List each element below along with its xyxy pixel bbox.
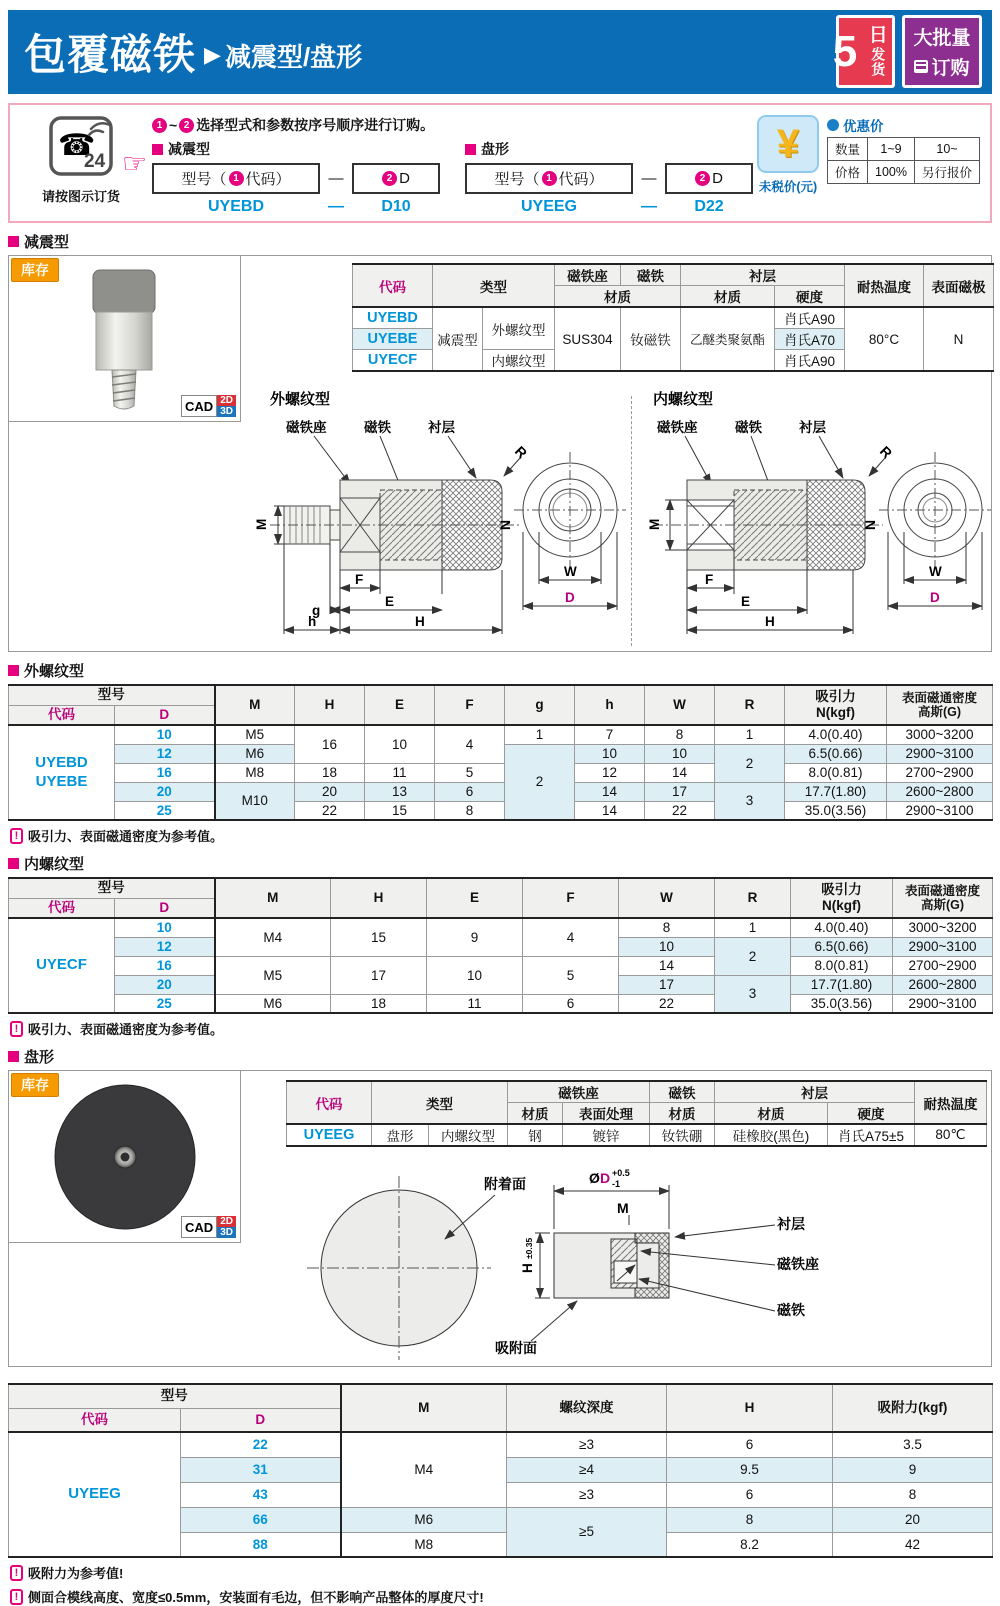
- svg-text:磁铁: 磁铁: [735, 420, 762, 435]
- damper-spec-table: 代码 类型 磁铁座 磁铁 衬层 耐热温度 表面磁极 材质 材质 硬度 UYEBD 减震型 外螺纹型 SUS304 钕磁铁 乙醚类聚氨酯 肖氏A90 80°C N UYEBE 肖氏A70 UYECF 内螺纹型 肖氏A90: [352, 263, 994, 372]
- ship-days-unit: 日: [868, 25, 888, 47]
- table-row: 12 M6 2 10 10 2 6.5(0.66) 2900~3100: [9, 744, 993, 763]
- svg-text:24: 24: [84, 151, 106, 172]
- discount-price-label: 优惠价: [842, 119, 884, 134]
- section-square-icon: [8, 1051, 19, 1062]
- svg-text:F: F: [355, 572, 364, 587]
- svg-text:磁铁座: 磁铁座: [657, 420, 698, 435]
- model-code-box: 型号（ 1 代码）: [465, 163, 633, 194]
- phone-caption: 请按图示订货: [41, 189, 120, 204]
- svg-text:内螺纹型: 内螺纹型: [653, 391, 714, 408]
- price-table: 数量 1~9 10~ 价格 100% 另行报价: [827, 137, 980, 184]
- svg-text:D: D: [600, 1170, 611, 1186]
- ship-days-number: 5: [832, 26, 858, 76]
- ext-thread-dim-table: 型号 M H E F g h W R 吸引力 N(kgf) 表面磁通密度 高斯(G) 代码 D UYEBD UYEBE 10 M5 16 10 4 1 7 8 1 4.0(0.40) 3000~3200 12 M6 2 10 10 2 6.5(0.66) 2900~3100 16 M8 18 11 5 12 14 8.0(0.81) 2700~2900 20 M10 20 13 6 14 17 3 17.7(1.80) 2600~2800 25 22 15 8 14 22 35.0(3.56) 2900~3100: [8, 684, 993, 821]
- ship-word: 发货: [870, 46, 887, 77]
- svg-text:g: g: [312, 603, 321, 618]
- svg-text:H: H: [765, 614, 775, 629]
- d-param-box: 2 D: [352, 163, 440, 194]
- svg-text:磁铁: 磁铁: [777, 1302, 805, 1318]
- svg-text:W: W: [929, 564, 942, 579]
- section-square-icon: [8, 858, 19, 869]
- disc-dim-table: 型号 M 螺纹深度 H 吸附力(kgf) 代码 D UYEEG 22 M4 ≥3 6 3.5 31 ≥4 9.5 9 43 ≥3 6 8 66 M6 ≥5 8 20 88 M8 8.2 42: [8, 1383, 993, 1558]
- ordering-instruction: 1 ~ 2 选择型式和参数按序号顺序进行订购。: [152, 115, 434, 135]
- table-row: 31 ≥4 9.5 9: [9, 1457, 993, 1482]
- spec-row: UYEBD 减震型 外螺纹型 SUS304 钕磁铁 乙醚类聚氨酯 肖氏A90 80°C N: [353, 307, 994, 329]
- disc-section: [8, 1070, 992, 1367]
- svg-text:F: F: [705, 572, 714, 587]
- svg-text:D: D: [930, 590, 940, 605]
- spec-row: UYEEG 盘形 内螺纹型 钢 镀锌 钕铁硼 硅橡胶(黑色) 肖氏A75±5 80℃: [287, 1124, 987, 1146]
- svg-text:R: R: [876, 442, 896, 462]
- step-2-icon: 2: [179, 118, 194, 133]
- phone-order-block: [26, 115, 136, 205]
- page-title: 包覆磁铁: [24, 31, 197, 78]
- phone-24-icon: [48, 115, 114, 177]
- svg-text:±0.35: ±0.35: [524, 1237, 534, 1259]
- yen-icon: ¥: [757, 115, 819, 173]
- product-image-box: [9, 256, 241, 422]
- svg-text:衬层: 衬层: [777, 1216, 805, 1232]
- svg-text:M: M: [647, 518, 662, 530]
- reference-note: ! 吸引力、表面磁通密度为参考值。: [10, 1019, 990, 1038]
- spec-row: UYECF 内螺纹型 肖氏A90: [353, 350, 994, 372]
- ship-days-badge: [832, 15, 895, 88]
- section-square-icon: [8, 665, 19, 676]
- table-row: 16 M8 18 11 5 12 14 8.0(0.81) 2700~2900: [9, 763, 993, 782]
- svg-text:附着面: 附着面: [484, 1176, 526, 1192]
- cad-download-badge[interactable]: CAD 2D 3D: [181, 395, 236, 417]
- model-code-box: 型号（ 1 代码）: [152, 163, 320, 194]
- svg-text:h: h: [308, 614, 317, 629]
- price-info-block: [757, 115, 980, 195]
- order-format-disc: 盘形 型号（ 1 代码） — 2 D UYEEG — D22: [465, 139, 753, 216]
- section-square-icon: [465, 144, 476, 155]
- svg-text:N: N: [497, 519, 513, 530]
- int-thread-dim-table: 型号 M H E F W R 吸引力 N(kgf) 表面磁通密度 高斯(G) 代码 D UYECF 10 M4 15 9 4 8 1 4.0(0.40) 3000~3200 12 10 2 6.5(0.66) 2900~3100 16 M5 17 10 5 14 8.0(0.81) 2700~2900 20 17 3 17.7(1.80) 2600~2800 25 M6 18 11 6 22 35.0(3.56) 2900~3100: [8, 877, 993, 1014]
- order-example: UYEEG — D22: [520, 198, 724, 215]
- product-image-box: [9, 1071, 241, 1243]
- disc-drawing: [299, 1163, 999, 1365]
- drawing-divider: [631, 396, 632, 646]
- section-title-int-thread: 内螺纹型: [8, 853, 992, 874]
- table-row: 12 10 2 6.5(0.66) 2900~3100: [9, 937, 993, 956]
- section-title-damper: 减震型: [8, 231, 992, 252]
- spec-row: UYEBE 肖氏A70: [353, 329, 994, 350]
- reference-note: ! 吸附力为参考值!: [10, 1563, 990, 1582]
- svg-text:E: E: [385, 594, 395, 609]
- arrow-icon: ▶: [204, 42, 221, 67]
- warning-icon: [10, 1021, 23, 1037]
- order-example: UYEBD — D10: [207, 198, 411, 215]
- svg-text:R: R: [511, 442, 531, 462]
- section-title-ext-thread: 外螺纹型: [8, 660, 992, 681]
- external-thread-drawing: [252, 388, 627, 650]
- table-row: 88 M8 8.2 42: [9, 1532, 993, 1557]
- bulk-order-badge: 大批量 订购: [902, 15, 982, 88]
- cad-download-badge[interactable]: CAD 2D 3D: [181, 1216, 236, 1238]
- svg-text:H: H: [415, 614, 425, 629]
- svg-text:磁铁: 磁铁: [364, 420, 391, 435]
- svg-text:-1: -1: [612, 1179, 621, 1189]
- page-subtitle: 减震型/盘形: [224, 41, 363, 72]
- table-row: UYEEG 22 M4 ≥3 6 3.5: [9, 1432, 993, 1457]
- svg-text:M: M: [254, 518, 269, 530]
- step-1-icon: 1: [152, 118, 167, 133]
- warning-icon: [10, 828, 23, 844]
- burr-note: ! 侧面合模线高度、宽度≤0.5mm，安装面有毛边，但不影响产品整体的厚度尺寸!: [10, 1587, 990, 1606]
- ordering-guide-panel: [8, 103, 992, 223]
- table-row: 43 ≥3 6 8: [9, 1482, 993, 1507]
- svg-text:磁铁座: 磁铁座: [777, 1256, 819, 1272]
- table-row: 20 M10 20 13 6 14 17 3 17.7(1.80) 2600~2800: [9, 782, 993, 801]
- table-row: UYEBD UYEBE 10 M5 16 10 4 1 7 8 1 4.0(0.40) 3000~3200: [9, 725, 993, 744]
- page-banner: [8, 10, 992, 94]
- order-form-icon: [914, 60, 928, 73]
- svg-text:☎: ☎: [58, 129, 96, 162]
- reference-note: ! 吸引力、表面磁通密度为参考值。: [10, 826, 990, 845]
- damper-section: [8, 255, 992, 652]
- svg-text:N: N: [862, 519, 878, 530]
- dot-icon: [827, 119, 839, 131]
- warning-icon: [10, 1589, 23, 1605]
- stock-badge: 库存: [11, 1073, 59, 1097]
- table-row: 25 22 15 8 14 22 35.0(3.56) 2900~3100: [9, 801, 993, 820]
- svg-text:W: W: [564, 564, 577, 579]
- svg-text:吸附面: 吸附面: [495, 1340, 537, 1356]
- disc-spec-table: 代码 类型 磁铁座 磁铁 衬层 耐热温度 材质 表面处理 材质 材质 硬度 UYEEG 盘形 内螺纹型 钢 镀锌 钕铁硼 硅橡胶(黑色) 肖氏A75±5 80℃: [286, 1080, 987, 1147]
- svg-text:M: M: [617, 1200, 629, 1216]
- table-row: 20 17 3 17.7(1.80) 2600~2800: [9, 975, 993, 994]
- svg-text:Ø: Ø: [589, 1170, 600, 1186]
- section-square-icon: [152, 144, 163, 155]
- svg-text:H: H: [520, 1263, 535, 1273]
- table-row: 16 M5 17 10 5 14 8.0(0.81) 2700~2900: [9, 956, 993, 975]
- table-row: 25 M6 18 11 6 22 35.0(3.56) 2900~3100: [9, 994, 993, 1013]
- internal-thread-drawing: [639, 388, 999, 650]
- section-title-disc: 盘形: [8, 1046, 992, 1067]
- svg-text:+0.5: +0.5: [612, 1168, 630, 1178]
- svg-text:E: E: [741, 594, 751, 609]
- svg-text:磁铁座: 磁铁座: [286, 420, 327, 435]
- stock-badge: 库存: [11, 258, 59, 282]
- tax-free-caption: 未税价(元): [758, 180, 818, 194]
- svg-text:衬层: 衬层: [799, 420, 826, 435]
- table-row: UYECF 10 M4 15 9 4 8 1 4.0(0.40) 3000~3200: [9, 918, 993, 937]
- order-format-damper: 减震型 型号（ 1 代码） — 2 D UYEBD — D10: [152, 139, 440, 216]
- svg-text:D: D: [565, 590, 575, 605]
- svg-text:外螺纹型: 外螺纹型: [270, 391, 331, 408]
- section-square-icon: [8, 236, 19, 247]
- warning-icon: [10, 1565, 23, 1581]
- d-param-box: 2 D: [665, 163, 753, 194]
- table-row: 66 M6 ≥5 8 20: [9, 1507, 993, 1532]
- pointing-hand-icon: ☞: [122, 148, 148, 179]
- svg-text:衬层: 衬层: [428, 420, 455, 435]
